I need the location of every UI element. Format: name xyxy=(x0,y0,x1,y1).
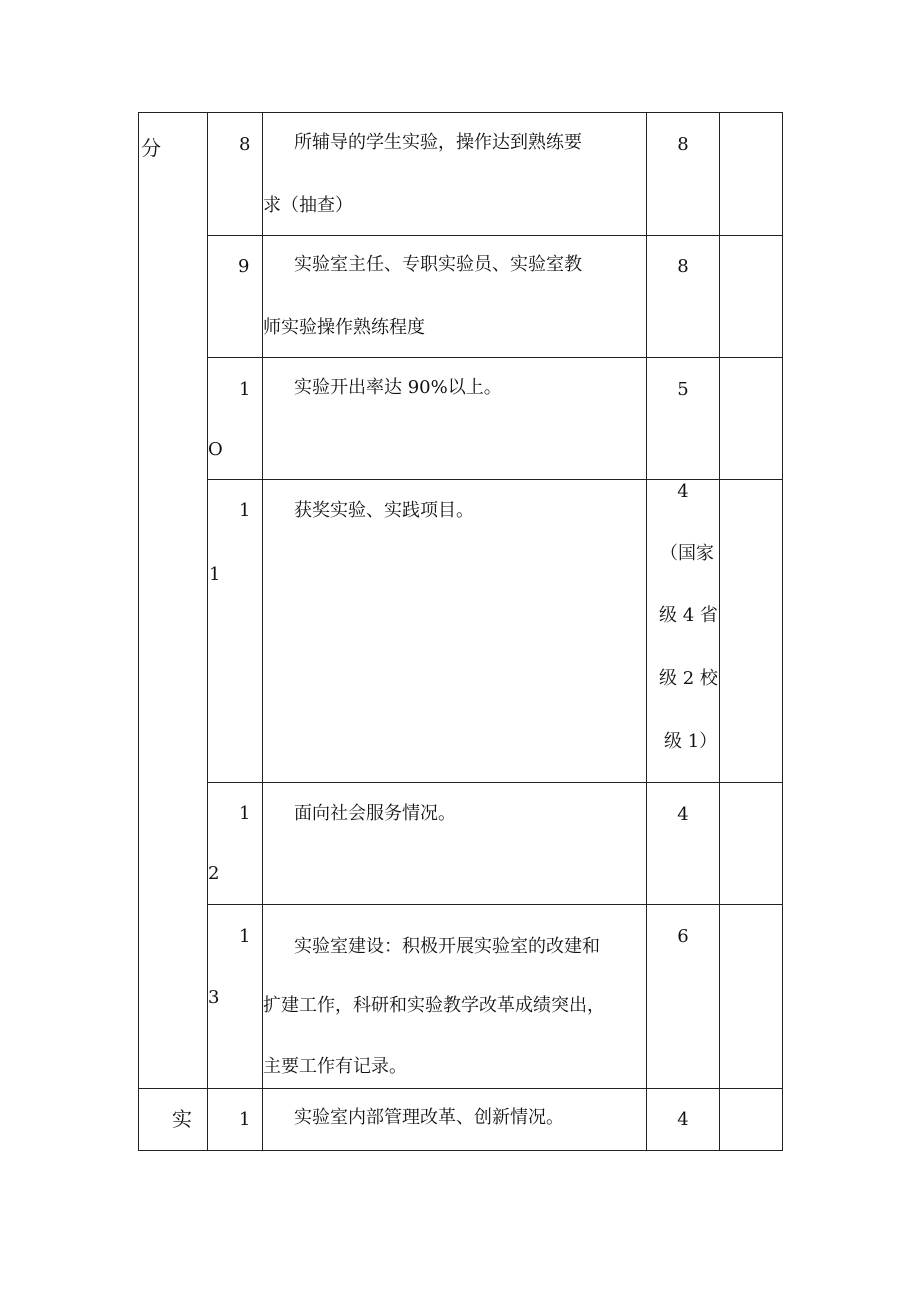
item-score: 6 xyxy=(677,926,689,947)
item-description: 实验开出率达 90%以上。 xyxy=(294,377,502,398)
item-description: 扩建工作，科研和实验教学改革成绩突出， xyxy=(263,995,605,1016)
table-border-left xyxy=(138,112,139,1151)
item-score: 4 xyxy=(677,481,689,502)
item-number: 1 xyxy=(239,926,251,947)
item-description: 主要工作有记录。 xyxy=(263,1056,407,1077)
item-number: 1 xyxy=(239,1109,251,1130)
table-divider-score xyxy=(719,112,720,1151)
row-divider xyxy=(207,235,782,236)
item-score-note: 级 4 省 xyxy=(659,605,718,626)
item-number-continued: 1 xyxy=(209,564,221,585)
item-number: 8 xyxy=(239,134,251,155)
item-description: 师实验操作熟练程度 xyxy=(263,317,425,338)
item-score: 8 xyxy=(677,134,689,155)
item-number: 9 xyxy=(238,256,250,277)
item-description: 获奖实验、实践项目。 xyxy=(294,500,474,521)
item-number-continued: O xyxy=(208,439,223,460)
category-label-top: 分 xyxy=(141,136,161,160)
row-divider xyxy=(207,357,782,358)
item-number: 1 xyxy=(239,379,251,400)
row-divider xyxy=(207,782,782,783)
item-description: 实验室建设：积极开展实验室的改建和 xyxy=(294,936,600,957)
table-border-top xyxy=(138,112,782,113)
item-description: 实验室内部管理改革、创新情况。 xyxy=(294,1107,564,1128)
section-divider xyxy=(138,1088,782,1089)
row-divider xyxy=(207,904,782,905)
item-description: 求（抽查） xyxy=(263,195,353,216)
item-number-continued: 3 xyxy=(208,987,220,1008)
row-divider xyxy=(207,479,782,480)
category-label-bottom: 实 xyxy=(172,1107,192,1131)
table-border-right xyxy=(782,112,783,1151)
item-score-note: 级 2 校 xyxy=(659,668,718,689)
item-description: 所辅导的学生实验，操作达到熟练要 xyxy=(294,132,582,153)
item-number: 1 xyxy=(239,803,251,824)
item-score: 8 xyxy=(677,256,689,277)
item-description: 实验室主任、专职实验员、实验室教 xyxy=(294,254,582,275)
item-score: 4 xyxy=(677,1109,689,1130)
table-divider-description xyxy=(646,112,647,1151)
item-number: 1 xyxy=(239,500,251,521)
item-score: 5 xyxy=(677,379,689,400)
item-description: 面向社会服务情况。 xyxy=(294,803,456,824)
item-score-note: （国家 xyxy=(660,543,714,564)
item-number-continued: 2 xyxy=(208,863,220,884)
table-border-bottom xyxy=(138,1150,782,1151)
item-score-note: 级 1） xyxy=(664,731,718,752)
item-score: 4 xyxy=(677,804,689,825)
